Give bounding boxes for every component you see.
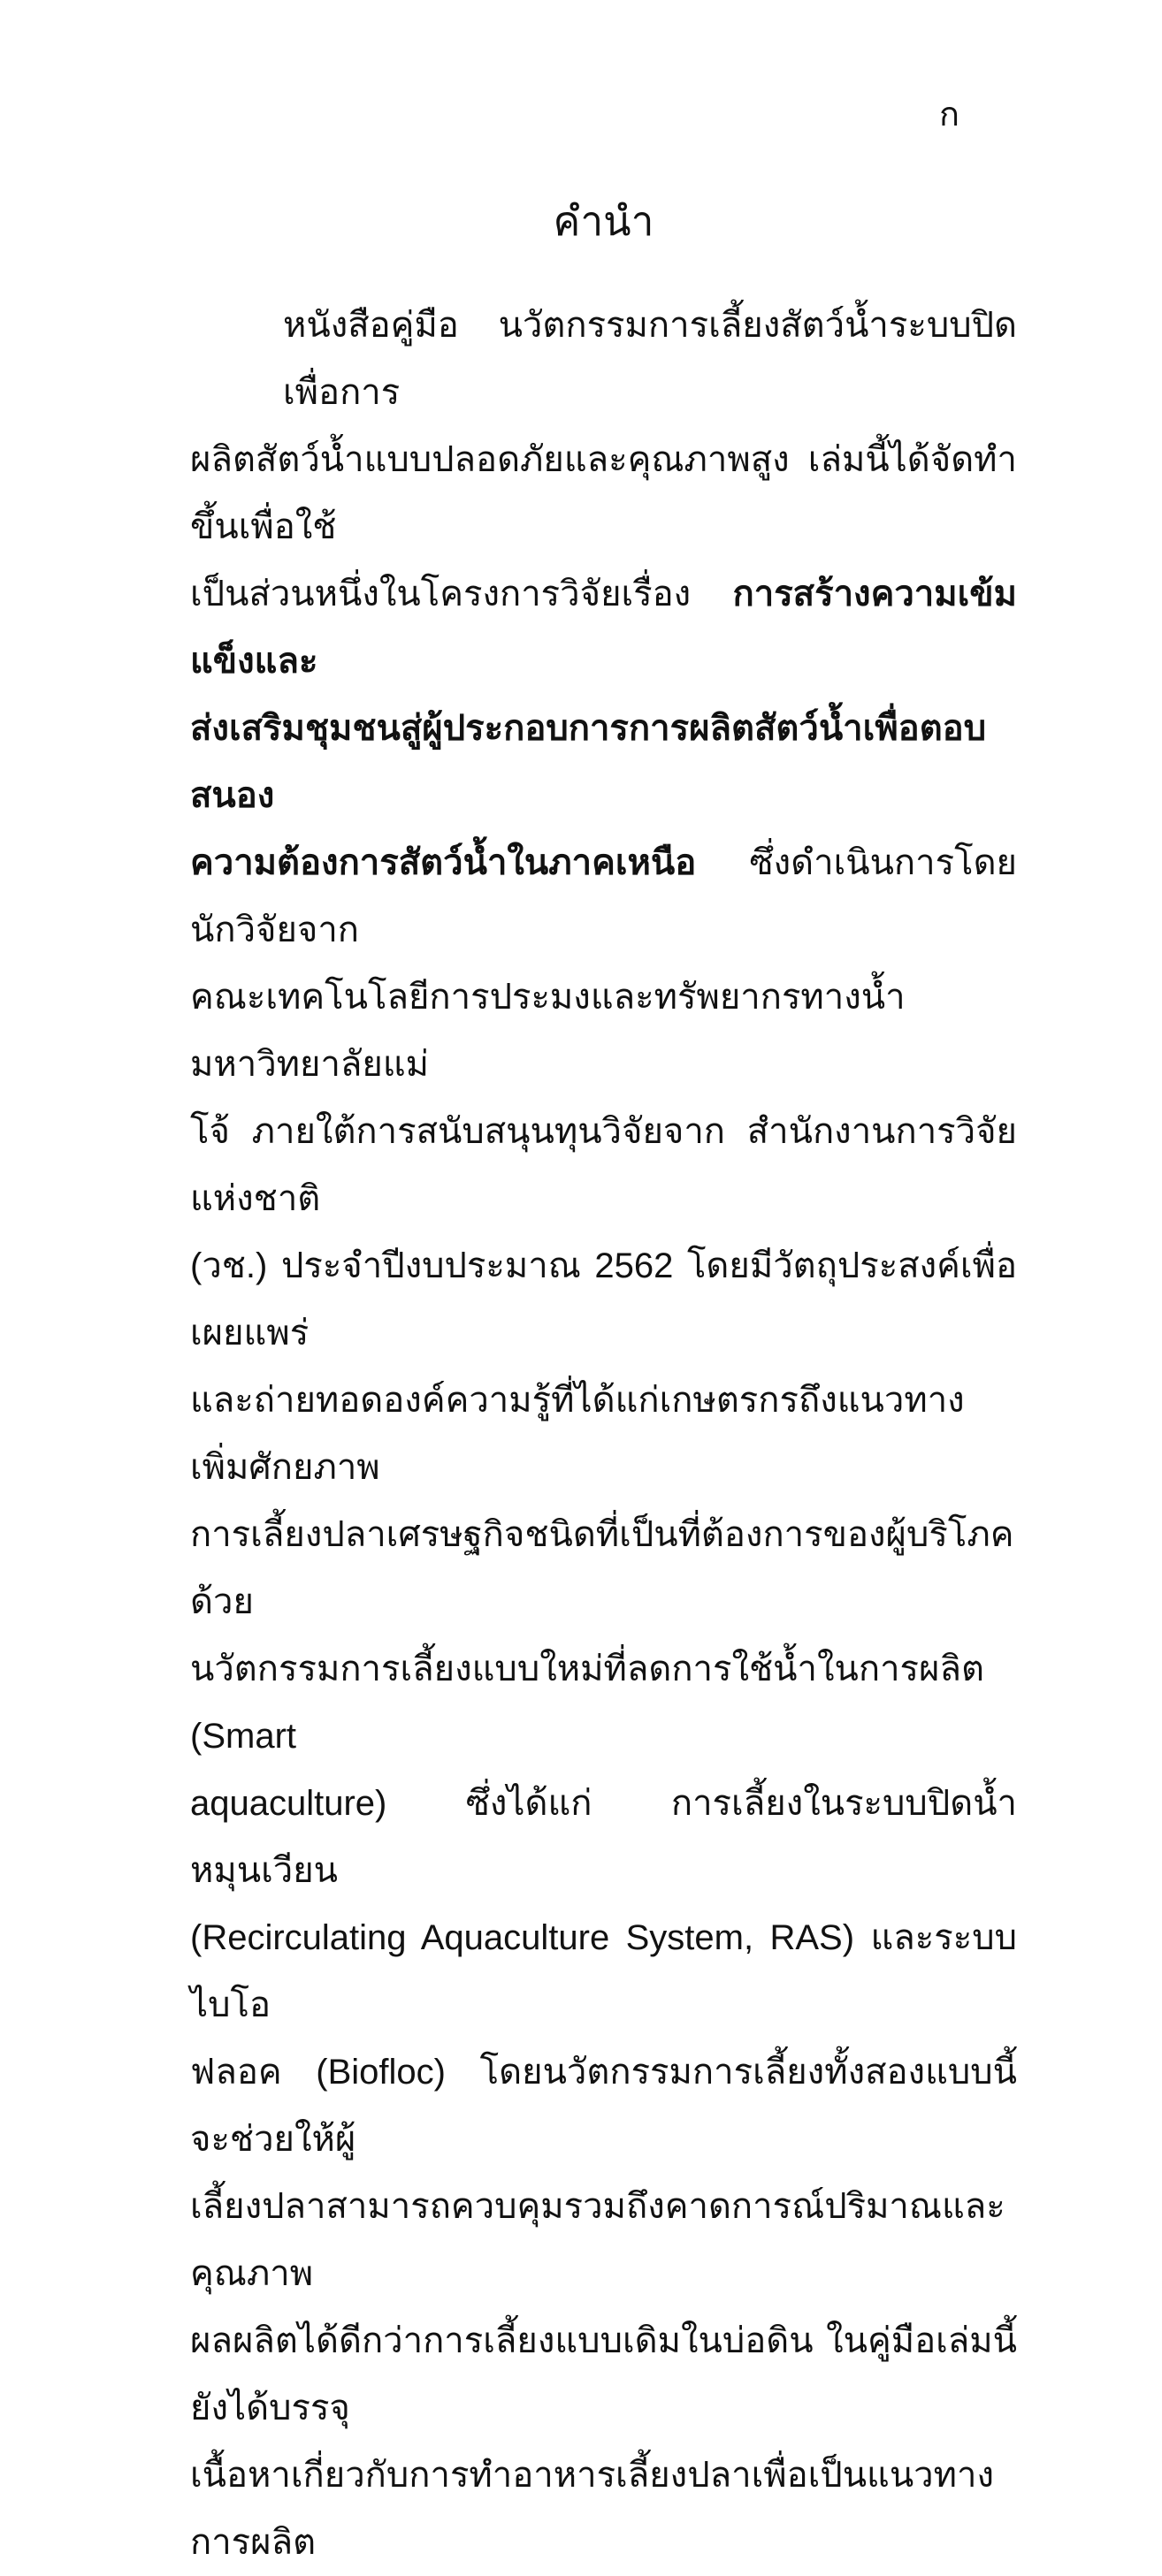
- text-run: ผลิตสัตว์น้ำแบบปลอดภัยและคุณภาพสูง เล่มนี้ได้จัดทำขึ้นเพื่อใช้: [190, 440, 1017, 546]
- text-run: เนื้อหาเกี่ยวกับการทำอาหารเลี้ยงปลาเพื่อเป็นแนวทางการผลิต: [190, 2456, 994, 2562]
- body-line: [190, 1098, 1017, 1232]
- text-run: (Recirculating Aquaculture System, RAS) และระบบไบโอ: [190, 1918, 1017, 2024]
- body-line: [190, 426, 1017, 560]
- body-line: [190, 829, 1017, 964]
- text-run: นวัตกรรมการเลี้ยงแบบใหม่ที่ลดการใช้น้ำในการผลิต (Smart: [190, 1650, 984, 1756]
- text-run: โจ้ ภายใต้การสนับสนุนทุนวิจัยจาก สำนักงานการวิจัยแห่งชาติ: [190, 1112, 1017, 1218]
- text-run: ฟลอค (Biofloc) โดยนวัตกรรมการเลี้ยงทั้งสองแบบนี้ จะช่วยให้ผู้: [190, 2053, 1017, 2159]
- body-line: [190, 2173, 1017, 2307]
- body-line: [190, 2039, 1017, 2173]
- preface-title: คำนำ: [553, 198, 654, 244]
- body-line: [190, 1904, 1017, 2039]
- text-run: (วช.) ประจำปีงบประมาณ 2562 โดยมีวัตถุประสงค์เพื่อเผยแพร่: [190, 1246, 1017, 1353]
- page-number: ก: [939, 96, 960, 133]
- body-line: [190, 964, 1017, 1098]
- preface-paragraph: [190, 292, 1017, 2576]
- text-run: aquaculture) ซึ่งได้แก่ การเลี้ยงในระบบปิดน้ำหมุนเวียน: [190, 1784, 1017, 1890]
- body-line: [190, 292, 1017, 426]
- body-line: [190, 2442, 1017, 2576]
- text-run: ผลผลิตได้ดีกว่าการเลี้ยงแบบเดิมในบ่อดิน ในคู่มือเล่มนี้ยังได้บรรจุ: [190, 2321, 1017, 2427]
- text-run: หนังสือคู่มือ นวัตกรรมการเลี้ยงสัตว์น้ำระบบปิดเพื่อการ: [283, 306, 1017, 412]
- body-line: [190, 695, 1017, 829]
- text-run: ซึ่งดำเนินการโดยนักวิจัยจาก: [190, 843, 1017, 949]
- text-run: การเลี้ยงปลาเศรษฐกิจชนิดที่เป็นที่ต้องการของผู้บริโภค ด้วย: [190, 1515, 1014, 1621]
- text-run: คณะเทคโนโลยีการประมงและทรัพยากรทางน้ำ มหาวิทยาลัยแม่: [190, 978, 906, 1084]
- bold-text-run: ความต้องการสัตว์น้ำในภาคเหนือ: [190, 843, 697, 882]
- body-line: [190, 1501, 1017, 1635]
- body-line: [190, 1232, 1017, 1367]
- body-line: [190, 2307, 1017, 2442]
- bold-text-run: การสร้างความเข้มแข็งและ: [190, 575, 1017, 681]
- body-line: [190, 560, 1017, 695]
- body-line: [190, 1770, 1017, 1904]
- body-line: [190, 1635, 1017, 1770]
- text-run: เป็นส่วนหนึ่งในโครงการวิจัยเรื่อง: [190, 575, 733, 614]
- bold-text-run: ส่งเสริมชุมชนสู่ผู้ประกอบการการผลิตสัตว์น้ำเพื่อตอบสนอง: [190, 709, 987, 815]
- body-line: [190, 1367, 1017, 1501]
- text-run: เลี้ยงปลาสามารถควบคุมรวมถึงคาดการณ์ปริมาณและคุณภาพ: [190, 2187, 1005, 2293]
- text-run: และถ่ายทอดองค์ความรู้ที่ได้แก่เกษตรกรถึงแนวทางเพิ่มศักยภาพ: [190, 1381, 965, 1487]
